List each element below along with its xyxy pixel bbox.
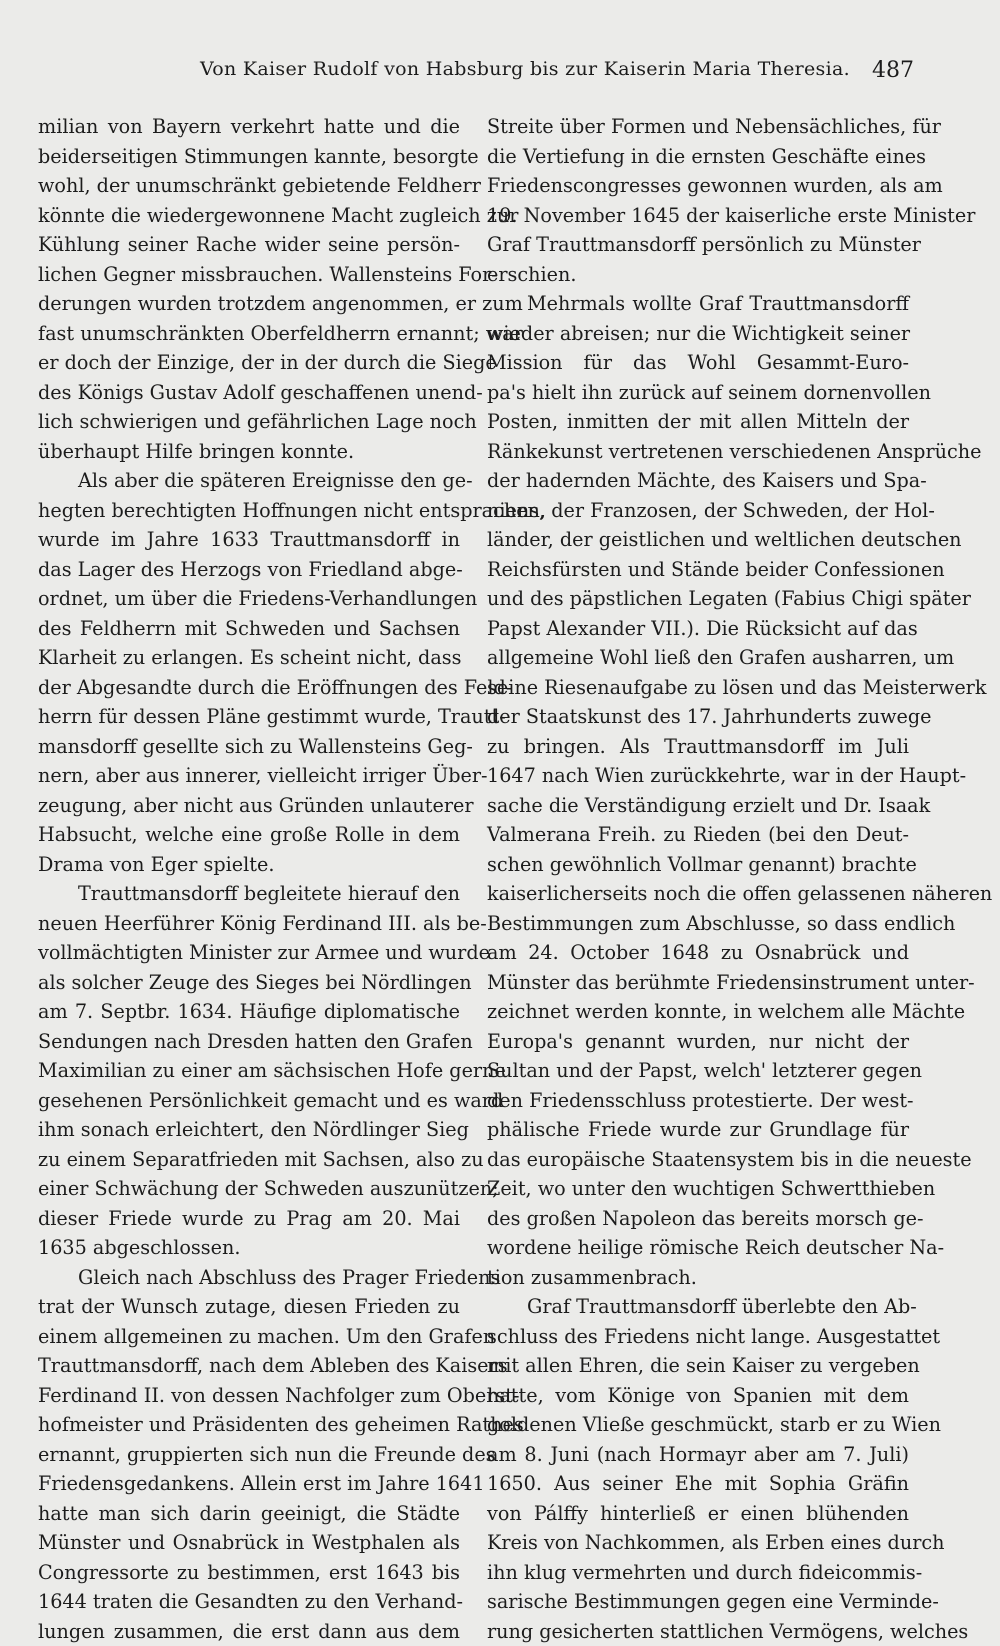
text-line: Graf Trauttmansdorff überlebte den Ab- xyxy=(487,1292,909,1322)
text-line: allgemeine Wohl ließ den Grafen ausharren, um xyxy=(487,643,909,673)
text-line: trat der Wunsch zutage, diesen Frieden zu xyxy=(38,1292,460,1322)
text-line: 1650. Aus seiner Ehe mit Sophia Gräfin xyxy=(487,1469,909,1499)
text-line: Gleich nach Abschluss des Prager Friedens xyxy=(38,1263,460,1293)
text-line: lich schwierigen und gefährlichen Lage noch xyxy=(38,407,460,437)
text-line: am 8. Juni (nach Hormayr aber am 7. Juli) xyxy=(487,1440,909,1470)
text-line: der hadernden Mächte, des Kaisers und Spa- xyxy=(487,466,909,496)
text-line: einer Schwächung der Schweden auszunützen; xyxy=(38,1174,460,1204)
text-line: Sendungen nach Dresden hatten den Grafen xyxy=(38,1027,460,1057)
text-line: lichen Gegner missbrauchen. Wallensteins For- xyxy=(38,260,460,290)
text-line: ihn klug vermehrten und durch fideicommis- xyxy=(487,1558,909,1588)
text-line: Zeit, wo unter den wuchtigen Schwertthieben xyxy=(487,1174,909,1204)
text-line: Habsucht, welche eine große Rolle in dem xyxy=(38,820,460,850)
text-line: fast unumschränkten Oberfeldherrn ernannt; war xyxy=(38,319,460,349)
text-line: derungen wurden trotzdem angenommen, er zum xyxy=(38,289,460,319)
text-line: herrn für dessen Pläne gestimmt wurde, Trautt- xyxy=(38,702,460,732)
text-line: hegten berechtigten Hoffnungen nicht entsprachen, xyxy=(38,496,460,526)
text-line: goldenen Vließe geschmückt, starb er zu Wien xyxy=(487,1410,909,1440)
text-line: 1647 nach Wien zurückkehrte, war in der Haupt- xyxy=(487,761,909,791)
text-line: am 7. Septbr. 1634. Häufige diplomatische xyxy=(38,997,460,1027)
text-line: Klarheit zu erlangen. Es scheint nicht, dass xyxy=(38,643,460,673)
text-line: nern, aber aus innerer, vielleicht irriger Über- xyxy=(38,761,460,791)
right-column xyxy=(487,112,909,1646)
text-line: Trauttmansdorff begleitete hierauf den xyxy=(38,879,460,909)
text-line: als solcher Zeuge des Sieges bei Nördlingen xyxy=(38,968,460,998)
text-line: mansdorff gesellte sich zu Wallensteins Geg- xyxy=(38,732,460,762)
text-line: Ferdinand II. von dessen Nachfolger zum Oberst- xyxy=(38,1381,460,1411)
text-line: wurde im Jahre 1633 Trauttmansdorff in xyxy=(38,525,460,555)
text-line: des großen Napoleon das bereits morsch ge- xyxy=(487,1204,909,1234)
text-line: zu einem Separatfrieden mit Sachsen, also zu xyxy=(38,1145,460,1175)
text-line: 1635 abgeschlossen. xyxy=(38,1233,460,1263)
text-line: zu bringen. Als Trauttmansdorff im Juli xyxy=(487,732,909,762)
text-line: Reichsfürsten und Stände beider Confessionen xyxy=(487,555,909,585)
left-column xyxy=(38,112,460,1646)
text-line: länder, der geistlichen und weltlichen deutschen xyxy=(487,525,909,555)
text-line: Graf Trauttmansdorff persönlich zu Münster xyxy=(487,230,909,260)
text-line: Münster und Osnabrück in Westphalen als xyxy=(38,1528,460,1558)
text-line: Valmerana Freih. zu Rieden (bei den Deut- xyxy=(487,820,909,850)
text-line: zeichnet werden konnte, in welchem alle Mächte xyxy=(487,997,909,1027)
text-line: Münster das berühmte Friedensinstrument unter- xyxy=(487,968,909,998)
text-line: 19. November 1645 der kaiserliche erste Minister xyxy=(487,201,909,231)
text-line: Ränkekunst vertretenen verschiedenen Ansprüche xyxy=(487,437,909,467)
text-line: hofmeister und Präsidenten des geheimen Rathes xyxy=(38,1410,460,1440)
text-line: Posten, inmitten der mit allen Mitteln der xyxy=(487,407,909,437)
text-line: zeugung, aber nicht aus Gründen unlauterer xyxy=(38,791,460,821)
text-line: das europäische Staatensystem bis in die neueste xyxy=(487,1145,909,1175)
text-line: Friedenscongresses gewonnen wurden, als am xyxy=(487,171,909,201)
text-line: Als aber die späteren Ereignisse den ge- xyxy=(38,466,460,496)
text-line: beiderseitigen Stimmungen kannte, besorgte xyxy=(38,142,460,172)
text-line: Papst Alexander VII.). Die Rücksicht auf das xyxy=(487,614,909,644)
text-line: und des päpstlichen Legaten (Fabius Chigi später xyxy=(487,584,909,614)
text-line: neuen Heerführer König Ferdinand III. als be- xyxy=(38,909,460,939)
text-line: schluss des Friedens nicht lange. Ausgestattet xyxy=(487,1322,909,1352)
text-line: Maximilian zu einer am sächsischen Hofe gerne xyxy=(38,1056,460,1086)
text-line: einem allgemeinen zu machen. Um den Grafen xyxy=(38,1322,460,1352)
text-line: tion zusammenbrach. xyxy=(487,1263,909,1293)
text-line: den Friedensschluss protestierte. Der west- xyxy=(487,1086,909,1116)
text-line: Congressorte zu bestimmen, erst 1643 bis xyxy=(38,1558,460,1588)
text-line: hatte man sich darin geeinigt, die Städte xyxy=(38,1499,460,1529)
text-line: Kühlung seiner Rache wider seine persön- xyxy=(38,230,460,260)
text-line: könnte die wiedergewonnene Macht zugleich zur xyxy=(38,201,460,231)
text-line: erschien. xyxy=(487,260,909,290)
text-line: Streite über Formen und Nebensächliches, für xyxy=(487,112,909,142)
text-line: sarische Bestimmungen gegen eine Verminde- xyxy=(487,1587,909,1617)
text-line: rung gesicherten stattlichen Vermögens, welches xyxy=(487,1617,909,1646)
text-line: dieser Friede wurde zu Prag am 20. Mai xyxy=(38,1204,460,1234)
text-line: wieder abreisen; nur die Wichtigkeit seiner xyxy=(487,319,909,349)
text-line: milian von Bayern verkehrt hatte und die xyxy=(38,112,460,142)
text-line: Bestimmungen zum Abschlusse, so dass endlich xyxy=(487,909,909,939)
text-line: der Abgesandte durch die Eröffnungen des Feld- xyxy=(38,673,460,703)
text-line: Mission für das Wohl Gesammt-Euro- xyxy=(487,348,909,378)
page-number: 487 xyxy=(872,58,914,83)
text-line: Trauttmansdorff, nach dem Ableben des Kaisers xyxy=(38,1351,460,1381)
running-head: Von Kaiser Rudolf von Habsburg bis zur Kaiserin Maria Theresia. xyxy=(200,58,760,80)
text-line: er doch der Einzige, der in der durch die Siege xyxy=(38,348,460,378)
text-line: am 24. October 1648 zu Osnabrück und xyxy=(487,938,909,968)
text-line: die Vertiefung in die ernsten Geschäfte eines xyxy=(487,142,909,172)
text-line: 1644 traten die Gesandten zu den Verhand- xyxy=(38,1587,460,1617)
text-line: der Staatskunst des 17. Jahrhunderts zuwege xyxy=(487,702,909,732)
text-line: lungen zusammen, die erst dann aus dem xyxy=(38,1617,460,1646)
text-line: gesehenen Persönlichkeit gemacht und es ward xyxy=(38,1086,460,1116)
text-line: pa's hielt ihn zurück auf seinem dornenvollen xyxy=(487,378,909,408)
text-line: vollmächtigten Minister zur Armee und wurde xyxy=(38,938,460,968)
text-line: Sultan und der Papst, welch' letzterer gegen xyxy=(487,1056,909,1086)
text-line: des Königs Gustav Adolf geschaffenen unend- xyxy=(38,378,460,408)
text-line: schen gewöhnlich Vollmar genannt) brachte xyxy=(487,850,909,880)
text-line: Friedensgedankens. Allein erst im Jahre 1641 xyxy=(38,1469,460,1499)
text-line: phälische Friede wurde zur Grundlage für xyxy=(487,1115,909,1145)
text-line: hatte, vom Könige von Spanien mit dem xyxy=(487,1381,909,1411)
text-line: ernannt, gruppierten sich nun die Freunde des xyxy=(38,1440,460,1470)
text-line: wordene heilige römische Reich deutscher Na- xyxy=(487,1233,909,1263)
text-line: Europa's genannt wurden, nur nicht der xyxy=(487,1027,909,1057)
text-line: wohl, der unumschränkt gebietende Feldherr xyxy=(38,171,460,201)
text-line: überhaupt Hilfe bringen konnte. xyxy=(38,437,460,467)
text-line: ihm sonach erleichtert, den Nördlinger Sieg xyxy=(38,1115,460,1145)
text-line: das Lager des Herzogs von Friedland abge- xyxy=(38,555,460,585)
text-line: sache die Verständigung erzielt und Dr. Isaak xyxy=(487,791,909,821)
text-line: mit allen Ehren, die sein Kaiser zu vergeben xyxy=(487,1351,909,1381)
text-line: kaiserlicherseits noch die offen gelassenen näheren xyxy=(487,879,909,909)
text-line: seine Riesenaufgabe zu lösen und das Meisterwerk xyxy=(487,673,909,703)
text-line: von Pálffy hinterließ er einen blühenden xyxy=(487,1499,909,1529)
text-line: des Feldherrn mit Schweden und Sachsen xyxy=(38,614,460,644)
text-line: niens, der Franzosen, der Schweden, der Hol- xyxy=(487,496,909,526)
text-line: Drama von Eger spielte. xyxy=(38,850,460,880)
text-line: Kreis von Nachkommen, als Erben eines durch xyxy=(487,1528,909,1558)
text-line: ordnet, um über die Friedens-Verhandlungen xyxy=(38,584,460,614)
text-line: Mehrmals wollte Graf Trauttmansdorff xyxy=(487,289,909,319)
